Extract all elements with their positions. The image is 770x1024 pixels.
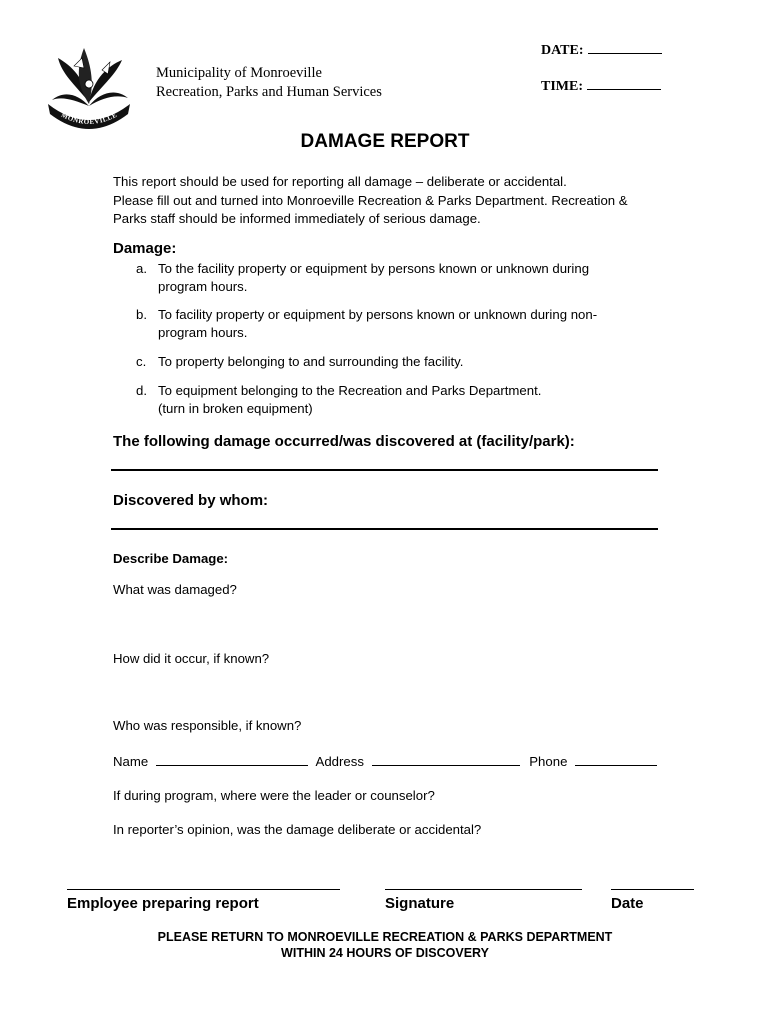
location-label: The following damage occurred/was discovered at (facility/park): — [113, 433, 575, 450]
municipality-line-2: Recreation, Parks and Human Services — [156, 84, 382, 100]
item-text-line-2: program hours. — [158, 325, 248, 340]
name-field[interactable] — [156, 753, 308, 766]
date-field[interactable] — [541, 41, 662, 59]
footer-line-2: WITHIN 24 HOURS OF DISCOVERY — [281, 946, 489, 960]
intro-paragraph — [113, 173, 673, 229]
employee-label: Employee preparing report — [67, 895, 259, 912]
question-who-responsible: Who was responsible, if known? — [113, 718, 302, 733]
item-text-line-1: To facility property or equipment by persons known or unknown during non- — [158, 307, 598, 322]
item-text-line-1: To equipment belonging to the Recreation and Parks Department. — [158, 383, 542, 398]
employee-signature-line[interactable] — [67, 889, 340, 890]
question-leader: If during program, where were the leader or counselor? — [113, 788, 435, 803]
item-text-line-1: To the facility property or equipment by persons known or unknown during — [158, 261, 590, 276]
item-text-line-2: (turn in broken equipment) — [158, 401, 313, 416]
damage-item-d — [136, 382, 656, 418]
discovered-input-line[interactable] — [111, 528, 658, 530]
question-how-occurred: How did it occur, if known? — [113, 651, 270, 666]
signature-line[interactable] — [385, 889, 582, 890]
date-signature-label: Date — [611, 895, 644, 912]
time-label: TIME: — [541, 79, 583, 94]
time-field[interactable] — [541, 77, 661, 95]
location-input-line[interactable] — [111, 469, 658, 471]
responsible-party-row — [113, 753, 657, 769]
signature-label: Signature — [385, 895, 455, 912]
date-blank[interactable] — [588, 41, 662, 54]
item-letter: c. — [136, 354, 147, 369]
damage-heading: Damage: — [113, 240, 177, 257]
name-label: Name — [113, 754, 149, 769]
item-text-line-2: program hours. — [158, 279, 248, 294]
question-opinion: In reporter’s opinion, was the damage deliberate or accidental? — [113, 822, 482, 837]
date-label: DATE: — [541, 43, 584, 58]
logo-banner-text: MONROEVILLE — [59, 110, 119, 127]
damage-item-b — [136, 306, 656, 342]
footer-line-1: PLEASE RETURN TO MONROEVILLE RECREATION & PARKS DEPARTMENT — [157, 930, 613, 944]
address-field[interactable] — [372, 753, 520, 766]
intro-line-3: Parks staff should be informed immediately of serious damage. — [113, 211, 481, 226]
intro-line-2: Please fill out and turned into Monroeville Recreation & Parks Department. Recreation & — [113, 192, 628, 208]
phone-label: Phone — [529, 754, 568, 769]
municipality-name — [156, 64, 382, 102]
address-label: Address — [315, 754, 364, 769]
intro-line-1: This report should be used for reporting all damage – deliberate or accidental. — [113, 174, 567, 189]
discovered-label: Discovered by whom: — [113, 492, 269, 509]
municipality-line-1: Municipality of Monroeville — [156, 65, 322, 81]
describe-damage-heading: Describe Damage: — [113, 551, 229, 566]
phone-field[interactable] — [575, 753, 657, 766]
damage-item-a — [136, 260, 656, 296]
item-text-line-1: To property belonging to and surrounding the facility. — [158, 354, 464, 369]
item-letter: d. — [136, 383, 147, 398]
damage-item-c — [136, 353, 656, 371]
question-what-damaged: What was damaged? — [113, 582, 237, 597]
time-blank[interactable] — [587, 77, 661, 90]
footer-notice — [0, 929, 770, 961]
municipality-seal-icon — [44, 44, 134, 130]
item-letter: b. — [136, 307, 147, 322]
date-line[interactable] — [611, 889, 694, 890]
page-title: DAMAGE REPORT — [300, 131, 470, 152]
item-letter: a. — [136, 261, 147, 276]
